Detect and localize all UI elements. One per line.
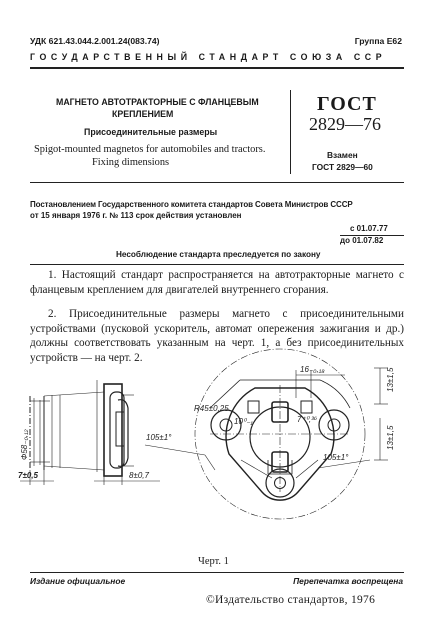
front-dimensions — [145, 368, 388, 478]
dim-10-label: 10⁰₋₁ — [234, 417, 253, 426]
dim-105-right-label: 105±1° — [323, 453, 349, 462]
title-ru-line1: МАГНЕТО АВТОТРАКТОРНЫЕ С ФЛАНЦЕВЫМ — [56, 97, 259, 107]
title-en-line1: Spigot-mounted magnetos for automobiles and tractors. — [34, 144, 266, 155]
dim-7-left-label: 7±0,5 — [18, 471, 38, 480]
replaces-value: ГОСТ 2829—60 — [312, 162, 373, 172]
dim-16-label: 16₋₀,₁₈ — [300, 365, 325, 374]
title-ru-line2: КРЕПЛЕНИЕМ — [112, 109, 174, 119]
figure-caption: Черт. 1 — [198, 556, 229, 567]
official-edition: Издание официальное — [30, 576, 126, 586]
dim-105-left-label: 105±1° — [146, 433, 172, 442]
dim-13-bottom-label: 13±1,5 — [386, 425, 395, 450]
dim-r45-label: R45±0,25 — [194, 404, 229, 413]
paragraph-2-text: 2. Присоединительные размеры магнето с присоединительными устройствами (пусковой ускоритель, автомат опережения зажигания и др.) должны соответствовать указанным на черт. 1, а без присоединительных устройств — на черт. 2. — [30, 308, 404, 364]
title-en-line2: Fixing dimensions — [92, 157, 170, 168]
replaces-label: Взамен — [327, 150, 358, 160]
title-ru-subtitle: Присоединительные размеры — [84, 127, 218, 137]
gost-number: 2829—76 — [309, 114, 381, 134]
valid-from: с 01.07.77 — [350, 224, 388, 233]
decree-line1: Постановлением Государственного комитета стандартов Совета Министров СССР — [30, 200, 353, 209]
dim-7-right-label: 7⁺⁰,³⁶ — [297, 415, 318, 424]
state-standard-banner: ГОСУДАРСТВЕННЫЙ СТАНДАРТ СОЮЗА ССР — [30, 52, 387, 62]
side-view — [30, 380, 134, 476]
footer-divider — [30, 572, 404, 573]
udk-code: УДК 621.43.044.2.001.24(083.74) — [30, 36, 160, 46]
diameter-dimension — [30, 398, 38, 466]
gost-label: ГОСТ — [317, 93, 377, 115]
reprint-prohibited: Перепечатка воспрещена — [293, 576, 403, 586]
dim-diameter-label: Ф58₋₀,₁₂ — [20, 429, 29, 460]
decree-line2: от 15 января 1976 г. № 113 срок действия установлен — [30, 211, 242, 220]
dim-13-top-label: 13±1,5 — [386, 367, 395, 392]
dim-8-label: 8±0,7 — [129, 471, 149, 480]
publisher-copyright: ©Издательство стандартов, 1976 — [206, 594, 376, 606]
group-code: Группа Е62 — [354, 36, 402, 46]
legal-notice: Несоблюдение стандарта преследуется по закону — [116, 250, 321, 259]
front-view — [195, 349, 365, 519]
valid-to: до 01.07.82 — [340, 236, 384, 245]
paragraph-1-text: 1. Настоящий стандарт распространяется на автотракторные магнето с фланцевым креплением для двигателей внутреннего сгорания. — [30, 269, 404, 296]
